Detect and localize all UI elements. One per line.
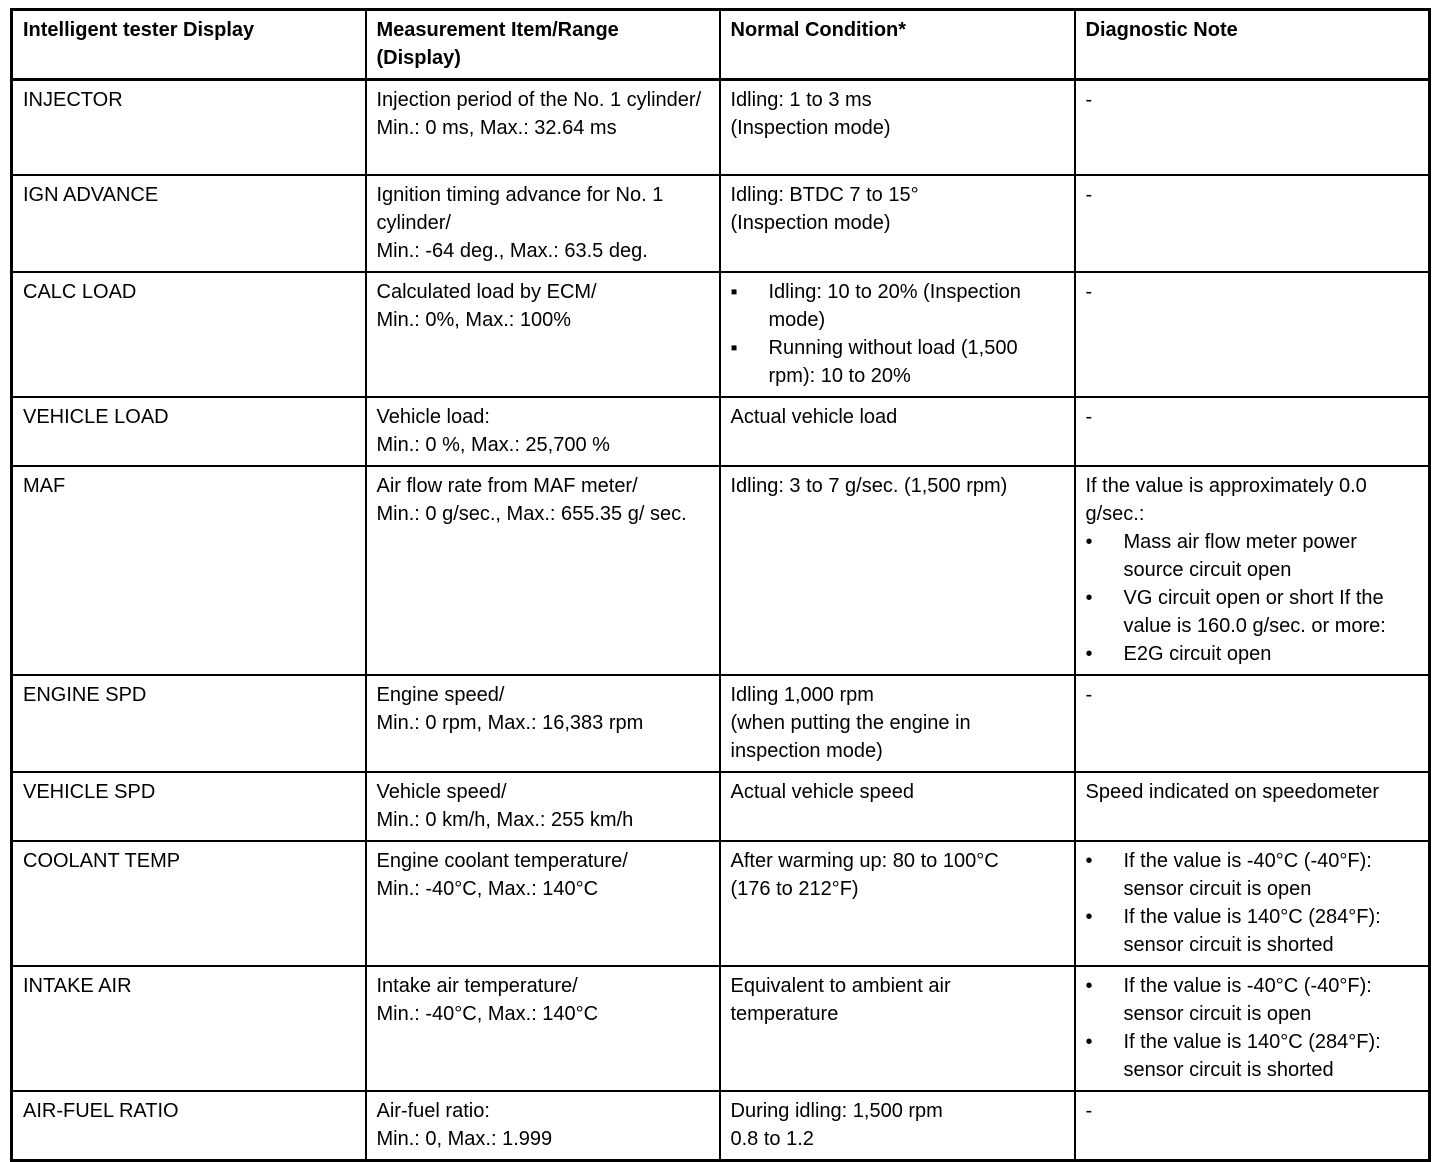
measurement-line: Min.: 0 rpm, Max.: 16,383 rpm [376,711,644,734]
bullet-icon: ▪ [730,280,738,303]
measurement-line: Min.: 0 km/h, Max.: 255 km/h [376,808,634,831]
cell-measurement [366,772,720,841]
header-diagnostic-note: Diagnostic Note [1075,10,1430,80]
cell-measurement [366,675,720,772]
cell-measurement [366,80,720,175]
cell-display: ENGINE SPD [12,675,366,772]
cell-note [1075,175,1430,272]
bullet-text: If the value is 140°C (284°F): sensor circuit is shorted [1123,905,1381,956]
bullet-icon: • [1085,849,1093,872]
cell-note [1075,272,1430,397]
bullet-icon: • [1085,530,1093,553]
cell-display: AIR-FUEL RATIO [12,1091,366,1161]
normal-line: (when putting the engine in inspection mode) [730,711,971,762]
cell-normal [720,675,1075,772]
cell-normal [720,1091,1075,1161]
cell-display: INJECTOR [12,80,366,175]
table-body [12,80,1430,1161]
normal-line: Actual vehicle speed [730,780,914,803]
measurement-line: Vehicle speed/ [376,780,507,803]
list-item [1086,640,1419,668]
measurement-line: Air-fuel ratio: [376,1099,490,1122]
note-line: - [1085,405,1093,428]
bullet-icon: • [1085,1030,1093,1053]
normal-line: During idling: 1,500 rpm [730,1099,943,1122]
cell-note [1075,466,1430,675]
cell-note [1075,1091,1430,1161]
normal-line: Idling 1,000 rpm [730,683,874,706]
bullet-text: If the value is -40°C (-40°F): sensor circuit is open [1123,849,1372,900]
bullet-text: E2G circuit open [1123,642,1272,665]
cell-note [1075,397,1430,466]
measurement-line: Engine coolant temperature/ [376,849,628,872]
table-row [12,466,1430,675]
bullet-text: If the value is 140°C (284°F): sensor circuit is shorted [1123,1030,1381,1081]
measurement-line: Min.: 0 ms, Max.: 32.64 ms [376,117,617,139]
cell-display: INTAKE AIR [12,966,366,1091]
cell-normal [720,966,1075,1091]
cell-note [1075,841,1430,966]
list-item [1086,1028,1419,1084]
cell-normal [720,466,1075,675]
bullet-icon: • [1085,586,1093,609]
note-line: Speed indicated on speedometer [1085,780,1380,803]
normal-line: Idling: BTDC 7 to 15° [730,183,919,206]
measurement-line: Min.: -40°C, Max.: 140°C [376,1002,599,1025]
table-row [12,675,1430,772]
table-row [12,841,1430,966]
cell-measurement [366,175,720,272]
cell-measurement [366,397,720,466]
cell-display: IGN ADVANCE [12,175,366,272]
measurement-line: Calculated load by ECM/ [376,280,597,303]
table-row [12,1091,1430,1161]
bullet-text: VG circuit open or short If the value is 160.0 g/sec. or more: [1123,586,1386,637]
note-bullet-list [1086,847,1419,959]
measurement-line: Min.: -40°C, Max.: 140°C [376,877,599,900]
bullet-text: Mass air flow meter power source circuit open [1123,530,1357,581]
list-item [1086,972,1419,1028]
measurement-line: Intake air temperature/ [376,974,578,997]
cell-measurement [366,466,720,675]
measurement-line: Air flow rate from MAF meter/ [376,474,638,497]
cell-normal [720,175,1075,272]
measurement-line: Min.: 0, Max.: 1.999 [376,1127,553,1150]
cell-measurement [366,1091,720,1161]
cell-normal [720,772,1075,841]
measurement-line: Injection period of the No. 1 cylinder/ [376,89,702,111]
cell-display: VEHICLE SPD [12,772,366,841]
measurement-line: Vehicle load: [376,405,490,428]
note-line: - [1085,1099,1093,1122]
bullet-icon: • [1085,642,1093,665]
bullet-text: Running without load (1,500 rpm): 10 to 20% [768,336,1018,387]
cell-note [1075,772,1430,841]
table-row [12,80,1430,175]
cell-note [1075,966,1430,1091]
cell-normal [720,80,1075,175]
cell-note [1075,675,1430,772]
cell-measurement [366,966,720,1091]
list-item [1086,584,1419,640]
cell-display: VEHICLE LOAD [12,397,366,466]
data-list-table [10,8,1431,1162]
table-row [12,966,1430,1091]
table-header [12,10,1430,80]
header-measurement-item: Measurement Item/Range (Display) [366,10,720,80]
measurement-line: Engine speed/ [376,683,505,706]
list-item [731,278,1064,334]
note-line: - [1085,280,1093,303]
note-line: - [1085,183,1093,206]
normal-line: Actual vehicle load [730,405,898,428]
bullet-icon: ▪ [730,336,738,359]
note-bullet-list [1086,972,1419,1084]
bullet-text: Idling: 10 to 20% (Inspection mode) [768,280,1021,331]
normal-line: Idling: 3 to 7 g/sec. (1,500 rpm) [730,474,1008,497]
measurement-line: Min.: -64 deg., Max.: 63.5 deg. [376,239,648,262]
header-tester-display: Intelligent tester Display [12,10,366,80]
cell-normal [720,397,1075,466]
note-bullet-list [1086,528,1419,668]
cell-display: MAF [12,466,366,675]
list-item [731,334,1064,390]
measurement-line: Min.: 0 g/sec., Max.: 655.35 g/ sec. [376,502,687,525]
measurement-line: Min.: 0%, Max.: 100% [376,308,572,331]
note-line: - [1085,89,1093,111]
list-item [1086,528,1419,584]
measurement-line: Min.: 0 %, Max.: 25,700 % [376,433,610,456]
bullet-icon: • [1085,905,1093,928]
normal-bullet-list [731,278,1064,390]
header-normal-condition: Normal Condition* [720,10,1075,80]
table-row [12,397,1430,466]
normal-line: After warming up: 80 to 100°C [730,849,999,872]
cell-display: CALC LOAD [12,272,366,397]
header-row [12,10,1430,80]
list-item [1086,903,1419,959]
cell-note [1075,80,1430,175]
normal-line: 0.8 to 1.2 [730,1127,814,1150]
table-row [12,272,1430,397]
cell-normal [720,841,1075,966]
cell-measurement [366,272,720,397]
normal-line: Idling: 1 to 3 ms [730,89,872,111]
bullet-icon: • [1085,974,1093,997]
cell-display: COOLANT TEMP [12,841,366,966]
list-item [1086,847,1419,903]
normal-line: (Inspection mode) [730,117,891,139]
cell-measurement [366,841,720,966]
cell-normal [720,272,1075,397]
normal-line: Equivalent to ambient air temperature [730,974,951,1025]
bullet-text: If the value is -40°C (-40°F): sensor circuit is open [1123,974,1372,1025]
normal-line: (176 to 212°F) [730,877,859,900]
table-row [12,175,1430,272]
note-line: If the value is approximately 0.0 g/sec.: [1085,474,1367,525]
normal-line: (Inspection mode) [730,211,891,234]
note-line: - [1085,683,1093,706]
measurement-line: Ignition timing advance for No. 1 cylinder/ [376,183,664,234]
table-row [12,772,1430,841]
